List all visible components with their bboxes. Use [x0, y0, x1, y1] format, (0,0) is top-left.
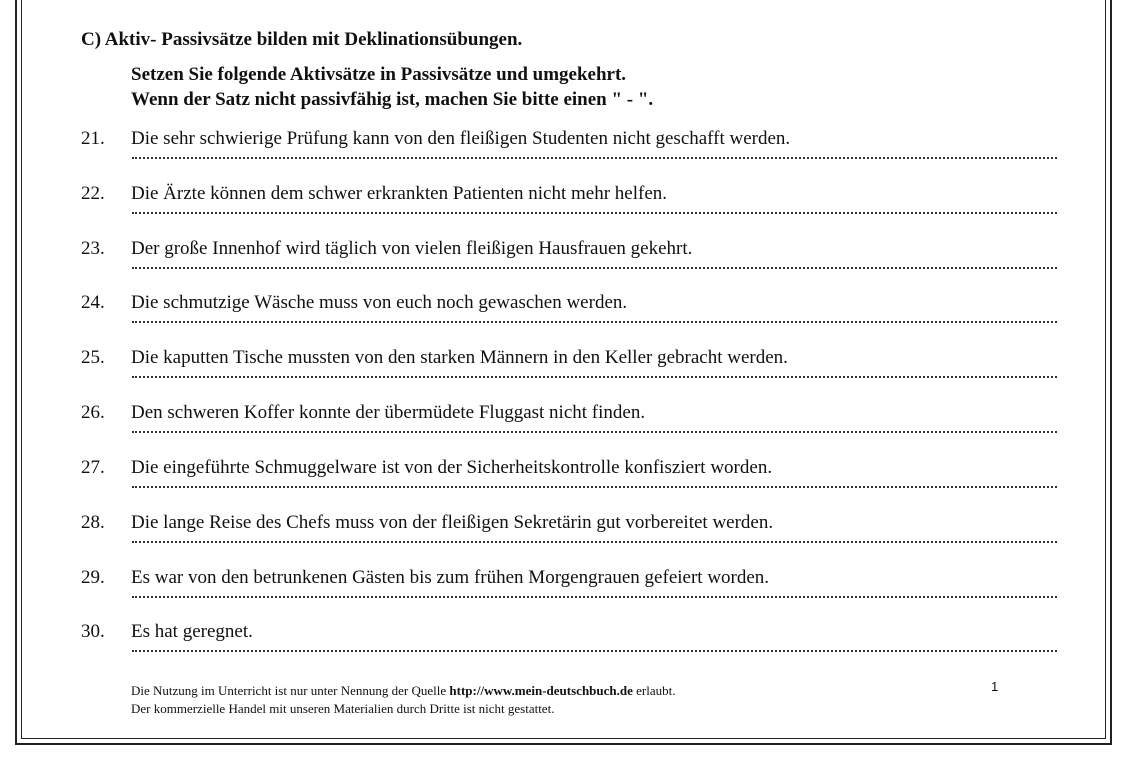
- exercise-sentence: Der große Innenhof wird täglich von vielen fleißigen Hausfrauen gekehrt.: [131, 238, 693, 259]
- source-link[interactable]: http://www.mein-deutschbuch.de: [449, 683, 633, 698]
- exercise-number: 23.: [81, 238, 105, 259]
- exercise-number: 28.: [81, 512, 105, 533]
- exercise-item: [81, 457, 1061, 512]
- footer-notice: [131, 682, 675, 718]
- exercise-item: [81, 128, 1061, 183]
- exercise-number: 25.: [81, 347, 105, 368]
- answer-line[interactable]: [132, 541, 1057, 543]
- exercise-sentence: Es war von den betrunkenen Gästen bis zum frühen Morgengrauen gefeiert worden.: [131, 567, 770, 588]
- exercise-sentence: Es hat geregnet.: [131, 621, 253, 642]
- exercise-item: [81, 567, 1061, 622]
- section-title: C) Aktiv- Passivsätze bilden mit Deklinationsübungen.: [81, 29, 523, 50]
- footer-line-1-suffix: erlaubt.: [632, 683, 676, 698]
- exercise-number: 30.: [81, 621, 105, 642]
- exercise-item: [81, 347, 1061, 402]
- exercise-sentence: Die Ärzte können dem schwer erkrankten Patienten nicht mehr helfen.: [131, 183, 668, 204]
- exercise-sentence: Die schmutzige Wäsche muss von euch noch gewaschen werden.: [131, 292, 628, 313]
- exercise-number: 21.: [81, 128, 105, 149]
- exercise-number: 22.: [81, 183, 105, 204]
- answer-line[interactable]: [132, 486, 1057, 488]
- footer-line-1-prefix: Die Nutzung im Unterricht ist nur unter Nennung der Quelle: [131, 683, 450, 698]
- exercise-item: [81, 402, 1061, 457]
- answer-line[interactable]: [132, 431, 1057, 433]
- exercise-item: [81, 183, 1061, 238]
- exercise-sentence: Den schweren Koffer konnte der übermüdete Fluggast nicht finden.: [131, 402, 646, 423]
- answer-line[interactable]: [132, 212, 1057, 214]
- instruction-line-1: Setzen Sie folgende Aktivsätze in Passivsätze und umgekehrt.: [131, 64, 627, 85]
- footer-line-2: Der kommerzielle Handel mit unseren Materialien durch Dritte ist nicht gestattet.: [131, 701, 555, 716]
- exercise-item: [81, 621, 1061, 676]
- exercise-number: 24.: [81, 292, 105, 313]
- exercise-number: 29.: [81, 567, 105, 588]
- instruction-line-2: Wenn der Satz nicht passivfähig ist, machen Sie bitte einen " - ".: [131, 89, 654, 110]
- exercise-number: 26.: [81, 402, 105, 423]
- exercise-item: [81, 512, 1061, 567]
- exercise-sentence: Die lange Reise des Chefs muss von der fleißigen Sekretärin gut vorbereitet werden.: [131, 512, 774, 533]
- exercise-sentence: Die sehr schwierige Prüfung kann von den fleißigen Studenten nicht geschafft werden.: [131, 128, 791, 149]
- footer-line-1: [131, 682, 675, 700]
- answer-line[interactable]: [132, 267, 1057, 269]
- answer-line[interactable]: [132, 376, 1057, 378]
- page-number: 1: [991, 679, 999, 694]
- exercise-sentence: Die kaputten Tische mussten von den starken Männern in den Keller gebracht werden.: [131, 347, 788, 368]
- exercise-item: [81, 238, 1061, 293]
- answer-line[interactable]: [132, 650, 1057, 652]
- exercise-number: 27.: [81, 457, 105, 478]
- answer-line[interactable]: [132, 596, 1057, 598]
- answer-line[interactable]: [132, 321, 1057, 323]
- exercise-item: [81, 292, 1061, 347]
- answer-line[interactable]: [132, 157, 1057, 159]
- exercise-sentence: Die eingeführte Schmuggelware ist von der Sicherheitskontrolle konfisziert worden.: [131, 457, 773, 478]
